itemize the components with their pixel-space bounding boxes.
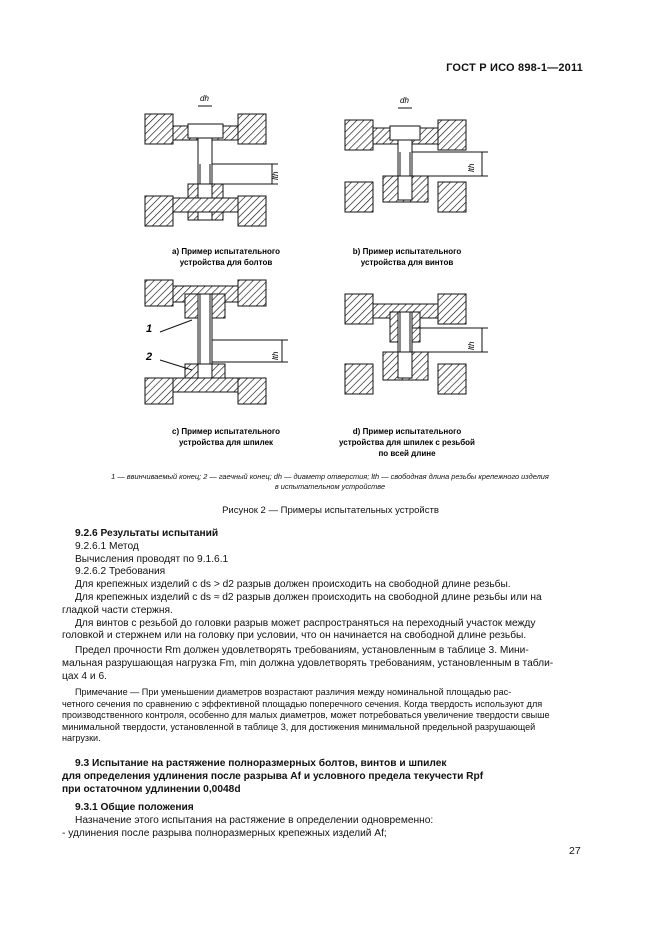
caption-a-line2: устройства для болтов (179, 258, 273, 267)
note-line-4: минимальной твердости, установленной в таблице 3, для достижения минимальной предельной разрушающей (62, 721, 536, 732)
heading-9-3-line2: для определения удлинения после разрыва Af и условного предела текучести Rpf (62, 770, 484, 782)
lth-label-d: lth (467, 341, 476, 350)
document-header: ГОСТ Р ИСО 898-1—2011 (446, 62, 583, 74)
calc-reference: Вычисления проводят по 9.1.6.1 (75, 553, 229, 565)
dh-label-a: dh (200, 94, 209, 103)
heading-9-3-line1: 9.3 Испытание на растяжение полноразмерных болтов, винтов и шпилек (75, 758, 447, 769)
figure-title: Рисунок 2 — Примеры испытательных устройств (222, 505, 439, 516)
note-line-5: нагрузки. (62, 733, 101, 744)
paragraph-4-line3: цах 4 и 6. (62, 670, 107, 682)
note-block (62, 687, 585, 745)
callout-2: 2 (146, 351, 153, 363)
caption-d-line2: устройства для шпилек с резьбой (339, 438, 475, 447)
paragraph-4-line2: мальная разрушающая нагрузка Fm, min должна удовлетворять требованиям, установленным в табли- (62, 657, 554, 669)
fixture-c-drawing (145, 280, 288, 404)
legend-line-1: 1 — ввинчиваемый конец; 2 — гаечный конец; dh — диаметр отверстия; lth — свободная длина резьбы крепежного изделия (111, 472, 549, 481)
note-line-3: производственного контроля, особенно для малых диаметров, может потребоваться увеличение твердости свыше (62, 710, 550, 721)
paragraph-2-line1: Для крепежных изделий с ds ≈ d2 разрыв должен происходить на свободной длине резьбы или на (75, 591, 542, 603)
heading-9-2-6-1: 9.2.6.1 Метод (75, 540, 139, 552)
lth-label-c: lth (271, 351, 280, 360)
caption-d-line1: d) Пример испытательного (352, 427, 462, 436)
lth-label-a: lth (271, 171, 280, 180)
paragraph-6: - удлинения после разрыва полноразмерных крепежных изделий Af; (62, 827, 387, 839)
lth-label-b: lth (467, 163, 476, 172)
caption-d-line3: по всей длине (378, 449, 436, 458)
paragraph-3-line2: головкой и стержнем или на головку при условии, что он начинается на свободной длине резьбы. (62, 630, 527, 642)
legend-line-2: в испытательном устройстве (274, 482, 386, 491)
fixture-a-drawing (145, 106, 278, 226)
caption-a-line1: a) Пример испытательного (172, 247, 280, 256)
note-line-2: четного сечения по сравнению с эффективной площадью поперечного сечения. Когда твердость используют для (62, 698, 543, 709)
page-number: 27 (569, 845, 581, 857)
note-line-1: Примечание — При уменьшении диаметров возрастают различия между номинальной площадью рас- (75, 687, 512, 697)
section-9-3 (62, 758, 585, 841)
caption-b-line2: устройства для винтов (360, 258, 454, 267)
callout-1: 1 (146, 323, 153, 335)
heading-9-2-6-2: 9.2.6.2 Требования (75, 566, 166, 578)
dh-label-b: dh (400, 96, 409, 105)
heading-9-2-6: 9.2.6 Результаты испытаний (75, 528, 219, 539)
caption-c-line1: c) Пример испытательного (172, 427, 280, 436)
test-fixtures-figure (120, 88, 540, 498)
caption-b-line1: b) Пример испытательного (352, 247, 462, 256)
fixture-b-drawing (345, 108, 488, 212)
heading-9-3-1: 9.3.1 Общие положения (75, 802, 194, 814)
caption-c-line2: устройства для шпилек (178, 438, 274, 447)
heading-9-3-line3: при остаточном удлинении 0,0048d (62, 783, 241, 795)
section-9-2-6 (62, 528, 585, 684)
paragraph-3-line1: Для винтов с резьбой до головки разрыв может распространяться на переходный участок между (75, 617, 536, 629)
paragraph-4-line1: Предел прочности Rm должен удовлетворять требованиям, установленным в таблице 3. Мини- (75, 645, 529, 657)
paragraph-5: Назначение этого испытания на растяжение в определении одновременно: (75, 815, 434, 827)
paragraph-1: Для крепежных изделий с ds > d2 разрыв должен происходить на свободной длине резьбы. (75, 579, 511, 591)
paragraph-2-line2: гладкой части стержня. (62, 604, 173, 616)
figure-legend (60, 472, 600, 492)
